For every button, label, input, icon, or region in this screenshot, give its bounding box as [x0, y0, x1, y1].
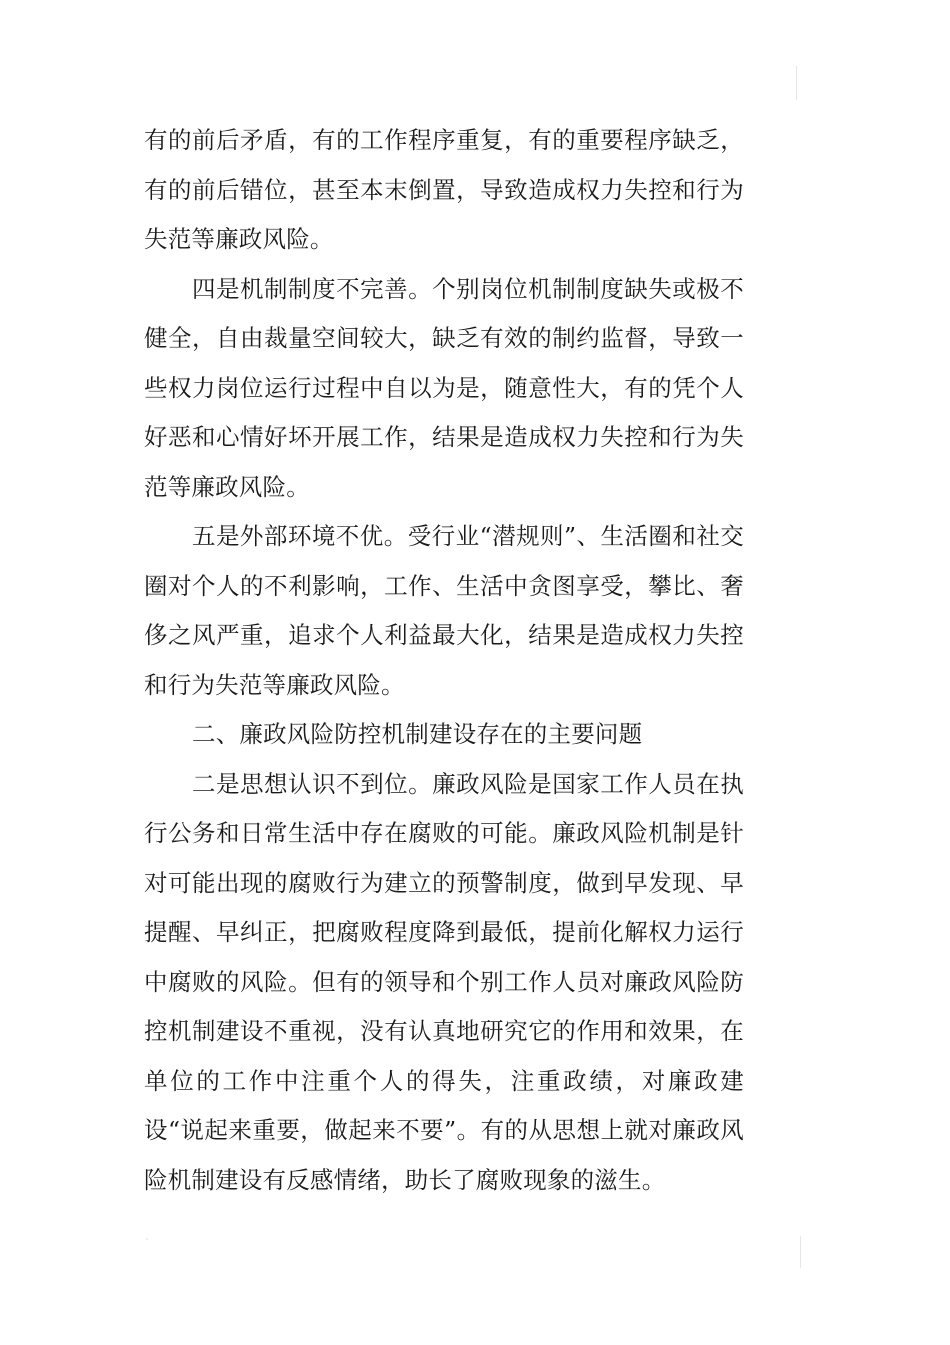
page-edge-mark-bottom — [800, 1236, 801, 1268]
paragraph-point-four: 四是机制制度不完善。个别岗位机制制度缺失或极不健全，自由裁量空间较大，缺乏有效的制约监督，导致一些权力岗位运行过程中自以为是，随意性大，有的凭个人好恶和心情好坏开展工作，结果是造成权力失控和行为失范等廉政风险。 — [144, 274, 744, 501]
paragraph-continuation: 有的前后矛盾，有的工作程序重复，有的重要程序缺乏，有的前后错位，甚至本末倒置，导致造成权力失控和行为失范等廉政风险。 — [144, 126, 744, 253]
page-edge-mark-dot — [146, 1238, 148, 1240]
section-heading: 二、廉政风险防控机制建设存在的主要问题 — [192, 720, 643, 748]
body-text — [144, 116, 744, 1205]
page-edge-mark-top — [796, 66, 797, 100]
paragraph-thinking: 二是思想认识不到位。廉政风险是国家工作人员在执行公务和日常生活中存在腐败的可能。廉政风险机制是针对可能出现的腐败行为建立的预警制度，做到早发现、早提醒、早纠正，把腐败程度降到最低，提前化解权力运行中腐败的风险。但有的领导和个别工作人员对廉政风险防控机制建设不重视，没有认真地研究它的作用和效果，在单位的工作中注重个人的得失，注重政绩，对廉政建设“说起来重要，做起来不要”。有的从思想上就对廉政风险机制建设有反感情绪，助长了腐败现象的滋生。 — [144, 769, 744, 1194]
paragraph-point-five: 五是外部环境不优。受行业“潜规则”、生活圈和社交圈对个人的不利影响，工作、生活中贪图享受，攀比、奢侈之风严重，追求个人利益最大化，结果是造成权力失控和行为失范等廉政风险。 — [144, 522, 744, 699]
